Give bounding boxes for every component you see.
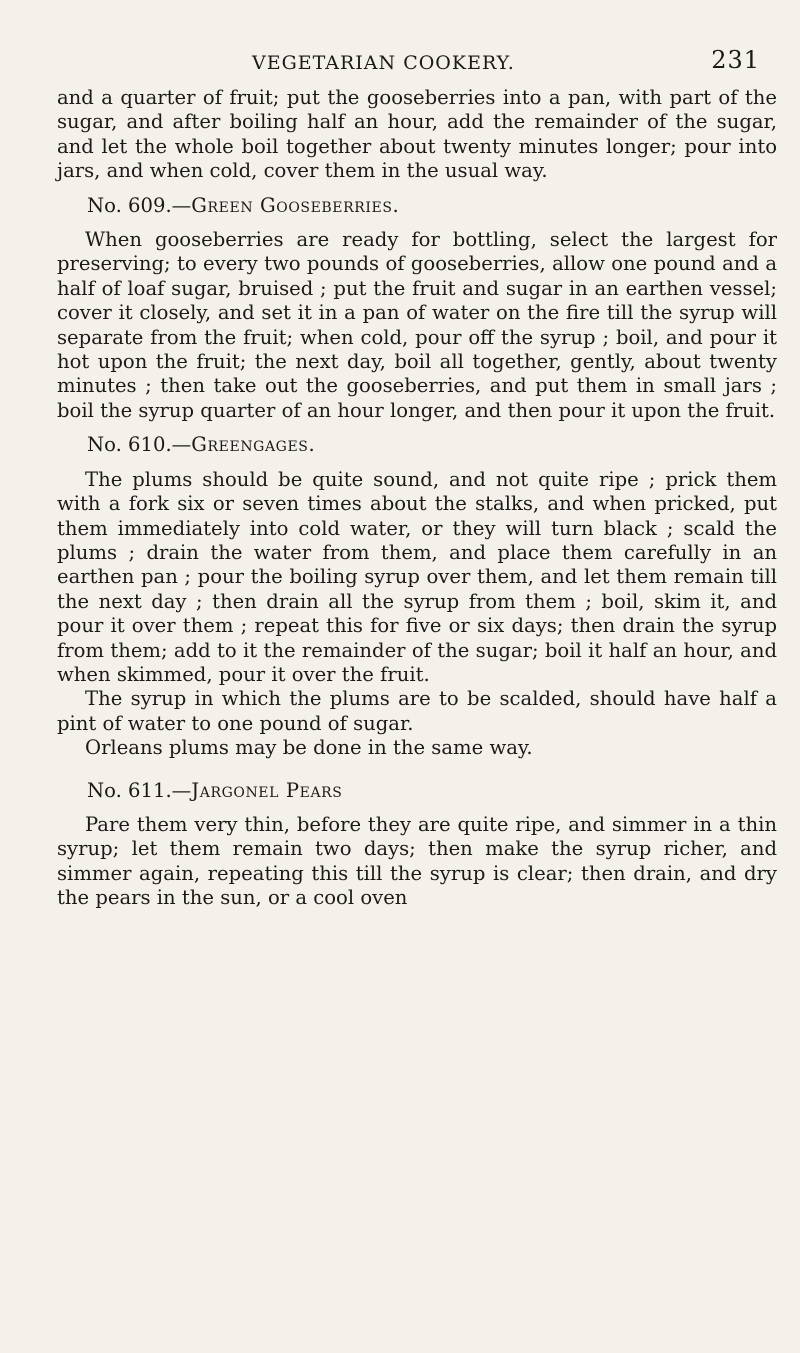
recipe-title: Green Gooseberries. xyxy=(191,193,400,217)
recipe-paragraph: The plums should be quite sound, and not quite ripe ; prick them with a fork six or seven times about the stalks, and when pricked, put them immediately into cold water, or they will turn black ; scald the plums ; drain the water from them, and place them carefully in an earthen pan ; pour the boiling syrup over them, and let them remain till the next day ; then drain all the syrup from them ; boil, skim it, and pour it over them ; repeat this for five or six days; then drain the syrup from them; add to it the remainder of the sugar; boil it half an hour, and when skimmed, pour it over the fruit. xyxy=(57,467,777,686)
recipe-title: Jargonel Pears xyxy=(191,778,343,802)
recipe-number: No. 611.— xyxy=(87,778,192,802)
recipe-paragraph: Orleans plums may be done in the same way. xyxy=(85,736,533,760)
body-text xyxy=(57,86,777,911)
recipe-paragraph: The syrup in which the plums are to be scalded, should have half a pint of water to one pound of sugar. xyxy=(57,687,777,735)
recipe-paragraph: Pare them very thin, before they are quite ripe, and simmer in a thin syrup; let them remain two days; then make the syrup richer, and simmer again, repeating this till the syrup is clear; then drain, and dry the pears in the sun, or a cool oven xyxy=(57,812,777,910)
recipe-heading-609 xyxy=(57,194,777,218)
recipe-heading-610 xyxy=(57,433,777,457)
recipe-title: Greengages. xyxy=(191,433,316,457)
running-head xyxy=(0,46,800,82)
recipe-number: No. 610.— xyxy=(87,433,192,457)
recipe-paragraph: When gooseberries are ready for bottling, select the largest for preserving; to every two pounds of gooseberries, allow one pound and a half of loaf sugar, bruised ; put the fruit and sugar in an earthen vessel; cover it closely, and set it in a pan of water on the fire till the syrup will separate from the fruit; when cold, pour off the syrup ; boil, and pour it hot upon the fruit; the next day, boil all together, gently, about twenty minutes ; then take out the gooseberries, and put them in small jars ; boil the syrup quarter of an hour longer, and then pour it upon the fruit. xyxy=(57,228,777,422)
recipe-heading-611 xyxy=(57,779,777,803)
continuation-paragraph: and a quarter of fruit; put the gooseberries into a pan, with part of the sugar, and after boiling half an hour, add the remainder of the sugar, and let the whole boil together about twenty minutes longer; pour into jars, and when cold, cover them in the usual way. xyxy=(57,86,777,183)
running-title: VEGETARIAN COOKERY. xyxy=(252,52,515,74)
recipe-number: No. 609.— xyxy=(87,193,192,217)
page-number: 231 xyxy=(711,46,760,74)
